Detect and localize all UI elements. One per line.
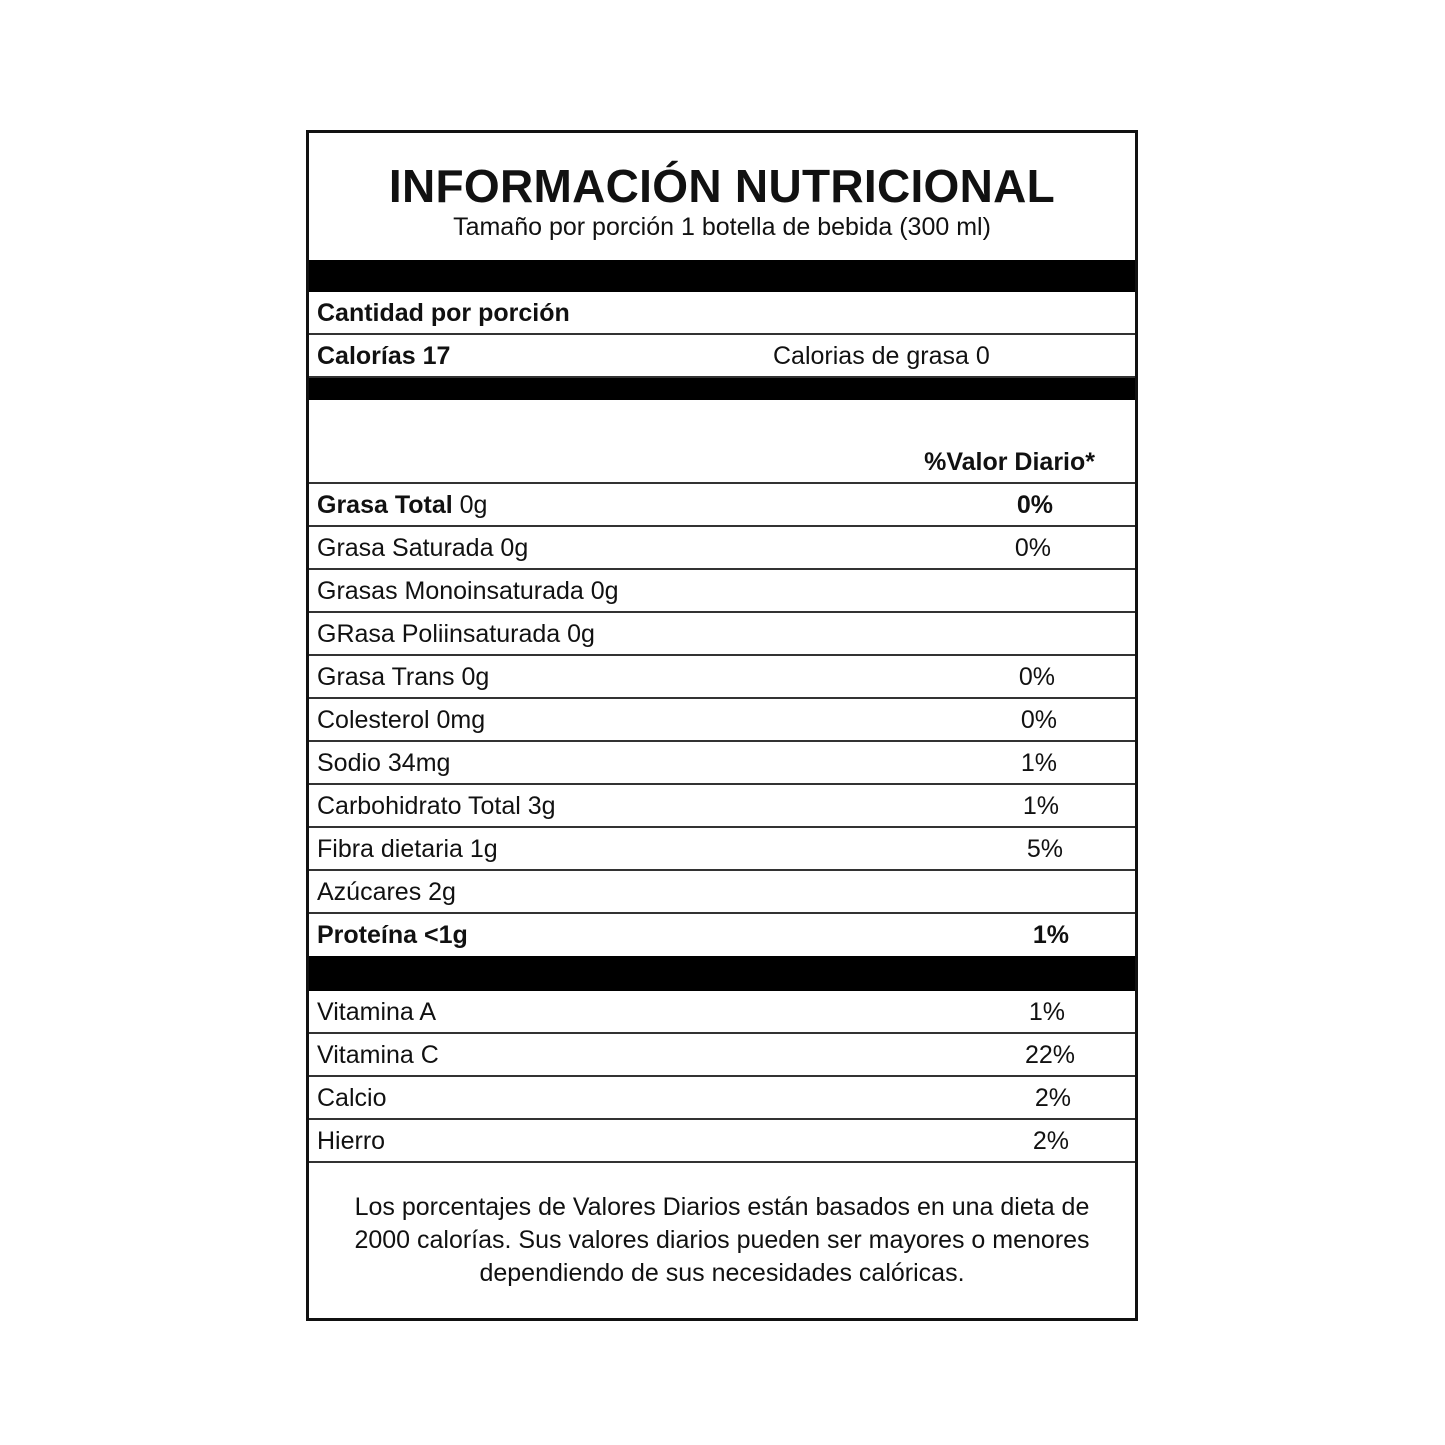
nutrient-name: Colesterol 0mg [317,706,486,734]
nutrient-dv: 0% [1014,534,1051,562]
vitamin-row [309,991,1135,1034]
vitamin-row [309,1077,1135,1120]
vitamin-dv: 2% [1032,1127,1069,1155]
nutrient-name: Proteína <1g [317,921,468,949]
calories-from-fat: Calorias de grasa 0 [773,342,990,370]
nutrient-name: Grasas Monoinsaturada 0g [317,577,619,605]
vitamin-name: Vitamina A [317,998,437,1026]
nutrient-row [309,699,1135,742]
nutrient-dv: 5% [1026,835,1063,863]
daily-value-header: %Valor Diario* [924,448,1095,476]
vitamin-row [309,1034,1135,1077]
nutrient-row [309,785,1135,828]
nutrient-dv: 0% [1016,491,1053,519]
vitamin-name: Vitamina C [317,1041,439,1069]
nutrient-row [309,613,1135,656]
nutrient-row [309,656,1135,699]
nutrient-dv: 1% [1022,792,1059,820]
nutrient-name: Azúcares 2g [317,878,456,906]
nutrient-amount: 0g [452,491,488,519]
nutrient-dv: 0% [1020,706,1057,734]
vitamin-row [309,1120,1135,1163]
thick-divider [309,260,1135,292]
footnote: Los porcentajes de Valores Diarios están basados en una dieta de 2000 calorías. Sus valores diarios pueden ser mayores o menores dependiendo de sus necesidades calóricas. [354,1193,1090,1287]
vitamin-dv: 22% [1024,1041,1075,1069]
nutrient-dv: 1% [1020,749,1057,777]
nutrient-row [309,828,1135,871]
nutrient-dv: 1% [1032,921,1069,949]
nutrient-name: Sodio 34mg [317,749,451,777]
nutrient-row [309,871,1135,914]
nutrient-row [309,527,1135,570]
vitamin-name: Calcio [317,1084,387,1112]
calories: Calorías 17 [317,342,451,370]
nutrient-name: Fibra dietaria 1g [317,835,498,863]
vitamin-dv: 1% [1028,998,1065,1026]
nutrient-row [309,570,1135,613]
serving-size: Tamaño por porción 1 botella de bebida (300 ml) [453,213,991,241]
nutrient-dv: 0% [1018,663,1055,691]
amount-per-serving: Cantidad por porción [317,299,570,327]
nutrition-facts-label [306,130,1138,1321]
vitamin-name: Hierro [317,1127,386,1155]
nutrient-row [309,484,1135,527]
label-title: INFORMACIÓN NUTRICIONAL [388,160,1056,212]
nutrient-name: Grasa Saturada 0g [317,534,529,562]
thick-divider [309,378,1135,400]
nutrient-row [309,914,1135,955]
daily-value-header-row [309,400,1135,484]
vitamin-dv: 2% [1034,1084,1071,1112]
nutrient-name: Grasa Trans 0g [317,663,490,691]
amount-per-serving-row [309,292,1135,335]
calories-row [309,335,1135,378]
nutrient-name: Carbohidrato Total 3g [317,792,556,820]
nutrient-name: Grasa Total [317,491,453,519]
thick-divider [309,956,1135,991]
nutrient-name: GRasa Poliinsaturada 0g [317,620,595,648]
nutrient-row [309,742,1135,785]
